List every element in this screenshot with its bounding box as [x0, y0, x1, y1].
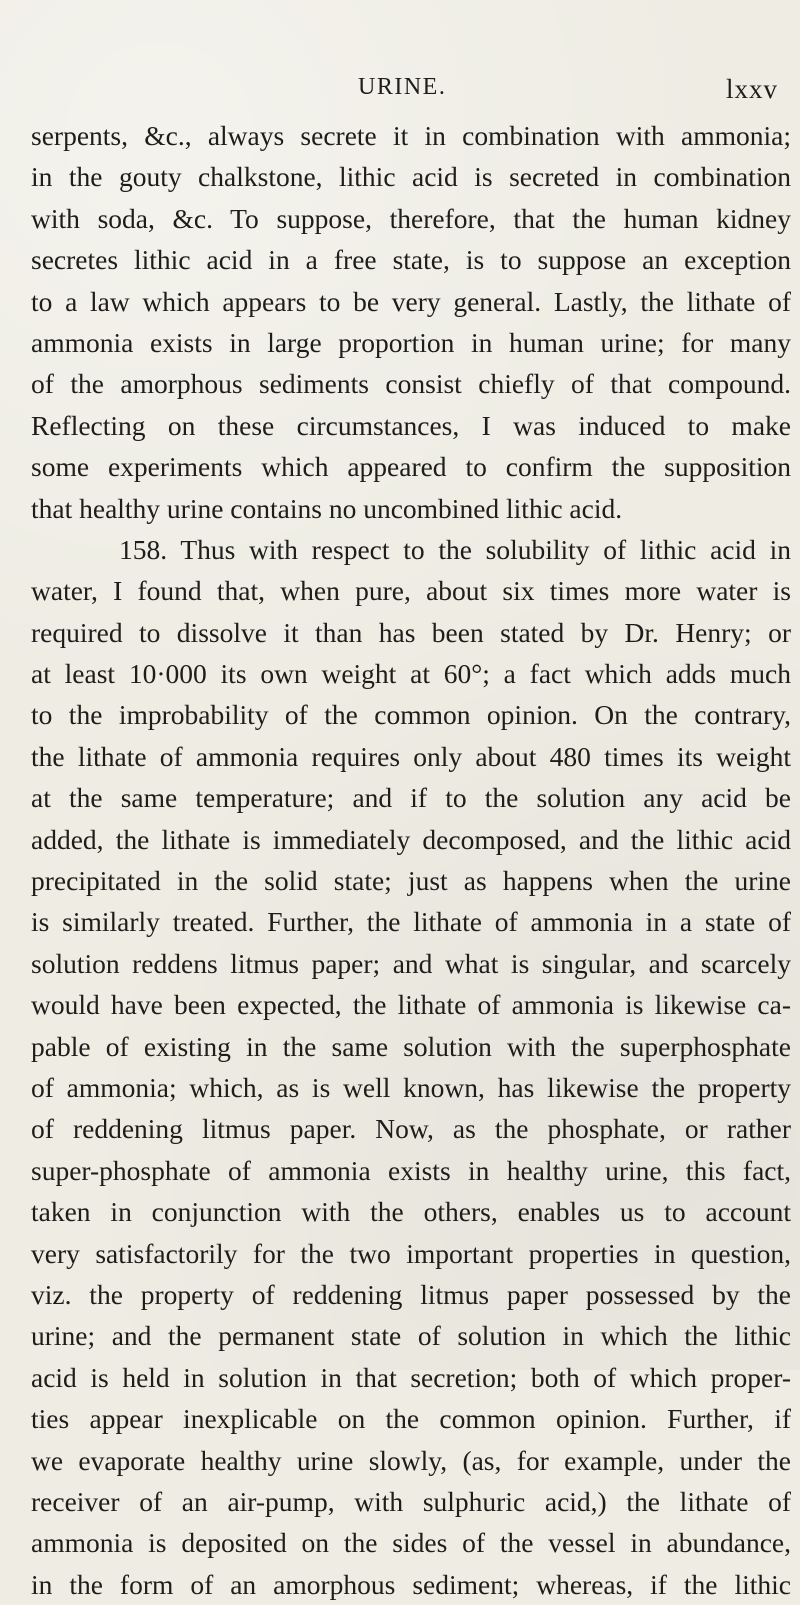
text-line: some experiments which appeared to confirm the supposition — [31, 451, 791, 483]
text-line: of reddening litmus paper. Now, as the phosphate, or rather — [31, 1113, 791, 1145]
text-line: urine; and the permanent state of solution in which the lithic — [31, 1320, 791, 1352]
text-line: at the same temperature; and if to the solution any acid be — [31, 782, 791, 814]
paragraph-start-line: 158. Thus with respect to the solubility of lithic acid in — [119, 533, 791, 565]
running-head — [0, 74, 800, 108]
text-line: receiver of an air-pump, with sulphuric acid,) the lithate of — [31, 1485, 791, 1517]
text-line: acid is held in solution in that secretion; both of which proper- — [31, 1361, 791, 1393]
text-line: to a law which appears to be very general. Lastly, the lithate of — [31, 285, 791, 317]
text-line: ammonia exists in large proportion in human urine; for many — [31, 326, 791, 358]
text-line: at least 10·000 its own weight at 60°; a fact which adds much — [31, 658, 791, 690]
running-title: URINE. — [358, 74, 447, 100]
text-line: serpents, &c., always secrete it in combination with ammonia; — [31, 120, 791, 151]
text-line: required to dissolve it than has been stated by Dr. Henry; or — [31, 616, 791, 648]
text-line: is similarly treated. Further, the lithate of ammonia in a state of — [31, 906, 791, 938]
text-line: of the amorphous sediments consist chiefly of that compound. — [31, 368, 791, 400]
text-line: very satisfactorily for the two important properties in question, — [31, 1237, 791, 1269]
text-line: ammonia is deposited on the sides of the vessel in abundance, — [31, 1527, 791, 1559]
text-line: the lithate of ammonia requires only about 480 times its weight — [31, 740, 791, 772]
body-text — [31, 115, 791, 1605]
text-line: Reflecting on these circumstances, I was induced to make — [31, 409, 791, 441]
text-line: pable of existing in the same solution with the superphosphate — [31, 1030, 791, 1062]
text-line: would have been expected, the lithate of ammonia is likewise ca- — [31, 989, 791, 1021]
text-line: to the improbability of the common opinion. On the contrary, — [31, 699, 791, 731]
text-line: secretes lithic acid in a free state, is to suppose an exception — [31, 244, 791, 276]
text-line: in the gouty chalkstone, lithic acid is secreted in combination — [31, 161, 791, 193]
text-line: ties appear inexplicable on the common opinion. Further, if — [31, 1403, 791, 1435]
text-line: solution reddens litmus paper; and what is singular, and scarcely — [31, 947, 791, 979]
text-line: precipitated in the solid state; just as happens when the urine — [31, 865, 791, 897]
text-line: taken in conjunction with the others, enables us to account — [31, 1196, 791, 1228]
text-line: viz. the property of reddening litmus paper possessed by the — [31, 1278, 791, 1310]
text-line: of ammonia; which, as is well known, has likewise the property — [31, 1071, 791, 1103]
text-line: water, I found that, when pure, about six times more water is — [31, 575, 791, 607]
paragraph-end-line: that healthy urine contains no uncombined lithic acid. — [31, 492, 623, 524]
text-line: with soda, &c. To suppose, therefore, that the human kidney — [31, 202, 791, 234]
text-line: in the form of an amorphous sediment; whereas, if the lithic — [31, 1568, 791, 1600]
text-line: we evaporate healthy urine slowly, (as, for example, under the — [31, 1444, 791, 1476]
page-number: lxxv — [725, 74, 778, 104]
text-line: super-phosphate of ammonia exists in healthy urine, this fact, — [31, 1154, 791, 1186]
text-line: added, the lithate is immediately decomposed, and the lithic acid — [31, 823, 791, 855]
